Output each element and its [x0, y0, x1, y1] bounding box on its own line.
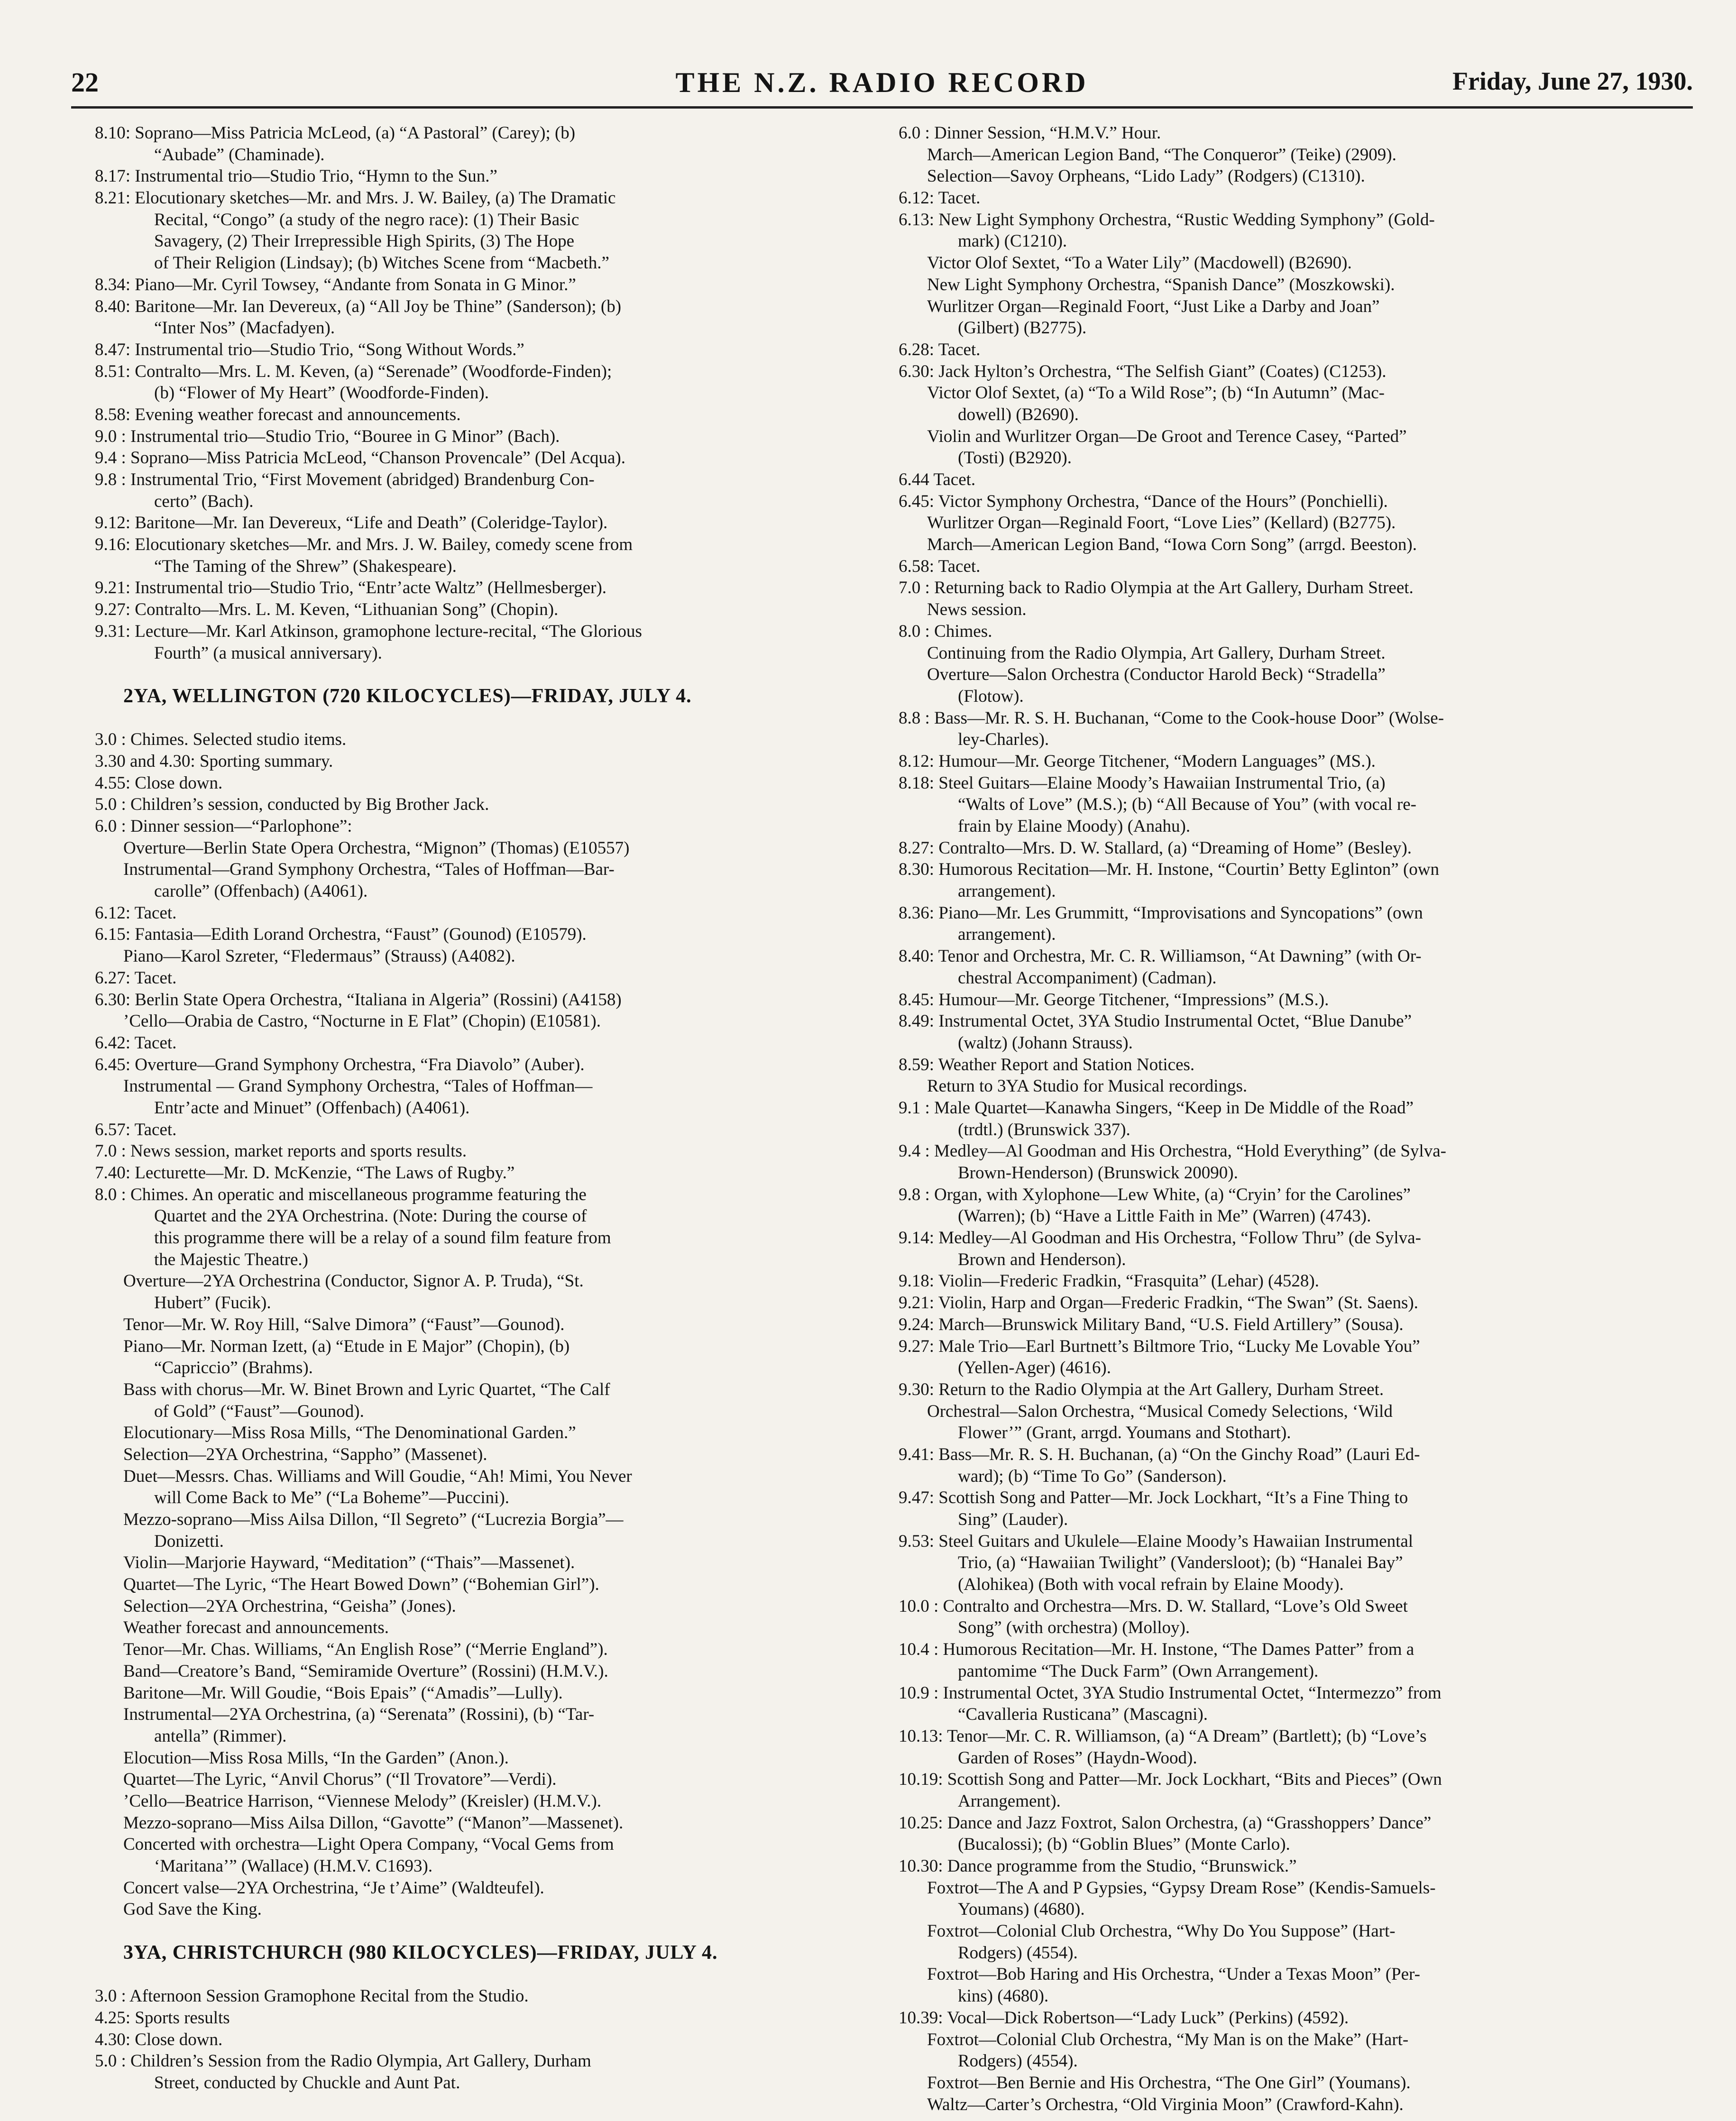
programme-line: 7.0 : News session, market reports and sports results. — [95, 1141, 467, 1161]
programme-line: 6.58: Tacet. — [899, 556, 981, 576]
header-rule — [71, 106, 1693, 109]
programme-line: New Light Symphony Orchestra, “Spanish Dance” (Moszkowski). — [927, 275, 1395, 294]
programme-line: pantomime “The Duck Farm” (Own Arrangement). — [958, 1661, 1319, 1681]
programme-line: 3.0 : Afternoon Session Gramophone Recital from the Studio. — [95, 1986, 529, 2006]
programme-line: Hubert” (Fucik). — [154, 1293, 271, 1313]
programme-line: antella” (Rimmer). — [154, 1726, 287, 1746]
programme-line: 8.0 : Chimes. An operatic and miscellaneous programme featuring the — [95, 1184, 587, 1204]
programme-line: Foxtrot—Bob Haring and His Orchestra, “Under a Texas Moon” (Per- — [927, 1965, 1420, 1984]
programme-line: 9.31: Lecture—Mr. Karl Atkinson, gramophone lecture-recital, “The Glorious — [95, 621, 642, 641]
programme-line: 9.21: Violin, Harp and Organ—Frederic Fradkin, “The Swan” (St. Saens). — [899, 1293, 1418, 1313]
programme-line: Donizetti. — [154, 1531, 224, 1551]
programme-line: Selection—2YA Orchestrina, “Sappho” (Massenet). — [123, 1444, 487, 1464]
programme-line: 7.0 : Returning back to Radio Olympia at the Art Gallery, Durham Street. — [899, 578, 1414, 598]
programme-line: Violin—Marjorie Hayward, “Meditation” (“Thais”—Massenet). — [123, 1553, 575, 1573]
programme-line: 9.21: Instrumental trio—Studio Trio, “Entr’acte Waltz” (Hellmesberger). — [95, 578, 607, 598]
station-heading: 3YA, CHRISTCHURCH (980 KILOCYCLES)—FRIDAY, JULY 4. — [123, 1942, 718, 1964]
programme-line: will Come Back to Me” (“La Boheme”—Puccini). — [154, 1488, 510, 1508]
programme-line: Street, conducted by Chuckle and Aunt Pat. — [154, 2073, 460, 2093]
programme-line: ’Cello—Orabia de Castro, “Nocturne in E Flat” (Chopin) (E10581). — [123, 1011, 601, 1031]
programme-line: Foxtrot—The A and P Gypsies, “Gypsy Dream Rose” (Kendis-Samuels- — [927, 1878, 1436, 1898]
programme-line: Song” (with orchestra) (Molloy). — [958, 1618, 1190, 1638]
programme-line: (Tosti) (B2920). — [958, 448, 1072, 468]
programme-line: 8.40: Baritone—Mr. Ian Devereux, (a) “All Joy be Thine” (Sanderson); (b) — [95, 296, 622, 316]
programme-line: Foxtrot—Colonial Club Orchestra, “Why Do You Suppose” (Hart- — [927, 1921, 1396, 1941]
programme-line: 9.47: Scottish Song and Patter—Mr. Jock Lockhart, “It’s a Fine Thing to — [899, 1488, 1408, 1508]
programme-line: of Their Religion (Lindsay); (b) Witches Scene from “Macbeth.” — [154, 253, 609, 273]
programme-line: Waltz—Carter’s Orchestra, “Old Virginia Moon” (Crawford-Kahn). — [927, 2094, 1404, 2114]
programme-line: Duet—Messrs. Chas. Williams and Will Goudie, “Ah! Mimi, You Never — [123, 1466, 632, 1486]
spacer — [95, 1920, 854, 1942]
programme-line: “Cavalleria Rusticana” (Mascagni). — [958, 1705, 1208, 1725]
programme-line: ward); (b) “Time To Go” (Sanderson). — [958, 1466, 1227, 1486]
programme-line: ‘Maritana’” (Wallace) (H.M.V. C1693). — [154, 1856, 433, 1876]
page-title: THE N.Z. RADIO RECORD — [675, 67, 1089, 98]
programme-line: Brown and Henderson). — [958, 1249, 1126, 1269]
programme-line: Mezzo-soprano—Miss Ailsa Dillon, “Il Segreto” (“Lucrezia Borgia”— — [123, 1510, 624, 1529]
programme-line: Piano—Karol Szreter, “Fledermaus” (Strauss) (A4082). — [123, 946, 515, 966]
programme-line: 9.27: Contralto—Mrs. L. M. Keven, “Lithuanian Song” (Chopin). — [95, 600, 559, 620]
programme-line: Entr’acte and Minuet” (Offenbach) (A4061). — [154, 1098, 470, 1118]
programme-line: (Gilbert) (B2775). — [958, 318, 1087, 338]
programme-line: 6.27: Tacet. — [95, 968, 177, 988]
programme-line: 4.25: Sports results — [95, 2008, 230, 2028]
programme-line: 9.41: Bass—Mr. R. S. H. Buchanan, (a) “On the Ginchy Road” (Lauri Ed- — [899, 1444, 1420, 1464]
issue-date: Friday, June 27, 1930. — [1452, 67, 1693, 95]
programme-line: Savagery, (2) Their Irrepressible High Spirits, (3) The Hope — [154, 231, 575, 251]
programme-line: Quartet—The Lyric, “Anvil Chorus” (“Il Trovatore”—Verdi). — [123, 1770, 557, 1790]
programme-line: 8.10: Soprano—Miss Patricia McLeod, (a) “A Pastoral” (Carey); (b) — [95, 123, 576, 143]
programme-line: (Flotow). — [958, 686, 1024, 706]
programme-line: 8.8 : Bass—Mr. R. S. H. Buchanan, “Come to the Cook-house Door” (Wolse- — [899, 708, 1444, 728]
spacer — [95, 707, 854, 729]
programme-line: Foxtrot—Colonial Club Orchestra, “My Man is on the Make” (Hart- — [927, 2029, 1409, 2049]
programme-line: 9.4 : Soprano—Miss Patricia McLeod, “Chanson Provencale” (Del Acqua). — [95, 448, 625, 468]
programme-line: 9.53: Steel Guitars and Ukulele—Elaine Moody’s Hawaiian Instrumental — [899, 1531, 1414, 1551]
programme-line: (trdtl.) (Brunswick 337). — [958, 1120, 1130, 1139]
programme-line: March—American Legion Band, “Iowa Corn Song” (arrgd. Beeston). — [927, 535, 1417, 555]
programme-line: Orchestral—Salon Orchestra, “Musical Comedy Selections, ‘Wild — [927, 1401, 1393, 1421]
programme-line: Youmans) (4680). — [958, 1900, 1085, 1919]
programme-line: Arrangement). — [958, 1791, 1061, 1811]
programme-line: Baritone—Mr. Will Goudie, “Bois Epais” (“Amadis”—Lully). — [123, 1683, 563, 1703]
programme-line: 10.39: Vocal—Dick Robertson—“Lady Luck” (Perkins) (4592). — [899, 2008, 1349, 2028]
programme-line: 6.30: Jack Hylton’s Orchestra, “The Selfish Giant” (Coates) (C1253). — [899, 361, 1387, 381]
programme-line: Tenor—Mr. W. Roy Hill, “Salve Dimora” (“Faust”—Gounod). — [123, 1314, 565, 1334]
programme-line: chestral Accompaniment) (Cadman). — [958, 968, 1217, 988]
programme-line: 8.12: Humour—Mr. George Titchener, “Modern Languages” (MS.). — [899, 751, 1376, 771]
programme-line: 8.58: Evening weather forecast and announcements. — [95, 404, 461, 424]
programme-line: 8.21: Elocutionary sketches—Mr. and Mrs. J. W. Bailey, (a) The Dramatic — [95, 188, 616, 208]
programme-line: Concerted with orchestra—Light Opera Company, “Vocal Gems from — [123, 1835, 614, 1855]
programme-line: arrangement). — [958, 925, 1056, 945]
programme-line: “Aubade” (Chaminade). — [154, 145, 325, 165]
programme-line: Overture—2YA Orchestrina (Conductor, Signor A. P. Truda), “St. — [123, 1271, 584, 1291]
programme-line: News session. — [927, 600, 1027, 620]
programme-line: Fourth” (a musical anniversary). — [154, 643, 382, 663]
programme-line: 9.8 : Instrumental Trio, “First Movement (abridged) Brandenburg Con- — [95, 470, 595, 489]
programme-line: 6.57: Tacet. — [95, 1120, 177, 1139]
programme-line: ’Cello—Beatrice Harrison, “Viennese Melody” (Kreisler) (H.M.V.). — [123, 1791, 602, 1811]
programme-line: 9.27: Male Trio—Earl Burtnett’s Biltmore Trio, “Lucky Me Lovable You” — [899, 1336, 1420, 1356]
programme-line: arrangement). — [958, 881, 1056, 901]
programme-line: 10.9 : Instrumental Octet, 3YA Studio Instrumental Octet, “Intermezzo” from — [899, 1683, 1442, 1703]
programme-line: Recital, “Congo” (a study of the negro race): (1) Their Basic — [154, 210, 579, 230]
programme-line: “The Taming of the Shrew” (Shakespeare). — [154, 556, 457, 576]
programme-line: 8.17: Instrumental trio—Studio Trio, “Hymn to the Sun.” — [95, 166, 497, 186]
programme-line: Rodgers) (4554). — [958, 2051, 1078, 2071]
programme-line: 6.45: Victor Symphony Orchestra, “Dance of the Hours” (Ponchielli). — [899, 491, 1388, 511]
programme-line: Selection—2YA Orchestrina, “Geisha” (Jones). — [123, 1596, 456, 1616]
programme-line: 9.12: Baritone—Mr. Ian Devereux, “Life and Death” (Coleridge-Taylor). — [95, 513, 608, 533]
programme-line: 6.28: Tacet. — [899, 340, 981, 359]
programme-line: certo” (Bach). — [154, 491, 254, 511]
programme-line: 6.15: Fantasia—Edith Lorand Orchestra, “Faust” (Gounod) (E10579). — [95, 925, 587, 945]
programme-line: (b) “Flower of My Heart” (Woodforde-Finden). — [154, 383, 489, 403]
page-header — [71, 66, 1693, 104]
programme-line: 8.34: Piano—Mr. Cyril Towsey, “Andante from Sonata in G Minor.” — [95, 275, 576, 294]
programme-line: 10.25: Dance and Jazz Foxtrot, Salon Orchestra, (a) “Grasshoppers’ Dance” — [899, 1813, 1432, 1833]
page-number: 22 — [71, 67, 99, 98]
programme-line: Violin and Wurlitzer Organ—De Groot and Terence Casey, “Parted” — [927, 426, 1407, 446]
programme-line: ley-Charles). — [958, 730, 1049, 750]
programme-line: March—American Legion Band, “The Conqueror” (Teike) (2909). — [927, 145, 1396, 165]
programme-line: 3.0 : Chimes. Selected studio items. — [95, 730, 347, 750]
programme-line: Quartet—The Lyric, “The Heart Bowed Down” (“Bohemian Girl”). — [123, 1575, 599, 1595]
programme-line: 6.12: Tacet. — [95, 903, 177, 923]
programme-line: 6.13: New Light Symphony Orchestra, “Rustic Wedding Symphony” (Gold- — [899, 210, 1435, 230]
programme-line: Tenor—Mr. Chas. Williams, “An English Rose” (“Merrie England”). — [123, 1640, 608, 1660]
programme-line: 8.27: Contralto—Mrs. D. W. Stallard, (a) “Dreaming of Home” (Besley). — [899, 838, 1412, 858]
programme-line: Sing” (Lauder). — [958, 1510, 1068, 1529]
programme-line: 9.8 : Organ, with Xylophone—Lew White, (a) “Cryin’ for the Carolines” — [899, 1184, 1411, 1204]
programme-line: 8.47: Instrumental trio—Studio Trio, “Song Without Words.” — [95, 340, 524, 359]
programme-line: kins) (4680). — [958, 1986, 1049, 2006]
programme-line: 9.18: Violin—Frederic Fradkin, “Frasquita” (Lehar) (4528). — [899, 1271, 1319, 1291]
programme-line: “Inter Nos” (Macfadyen). — [154, 318, 335, 338]
programme-line: 5.0 : Children’s Session from the Radio Olympia, Art Gallery, Durham — [95, 2051, 591, 2071]
programme-line: Victor Olof Sextet, (a) “To a Wild Rose”; (b) “In Autumn” (Mac- — [927, 383, 1385, 403]
programme-line: 8.36: Piano—Mr. Les Grummitt, “Improvisations and Syncopations” (own — [899, 903, 1423, 923]
programme-line: Instrumental—Grand Symphony Orchestra, “Tales of Hoffman—Bar- — [123, 860, 615, 880]
programme-line: Brown-Henderson) (Brunswick 20090). — [958, 1163, 1238, 1183]
programme-line: Piano—Mr. Norman Izett, (a) “Etude in E Major” (Chopin), (b) — [123, 1336, 570, 1356]
programme-line: Instrumental—2YA Orchestrina, (a) “Serenata” (Rossini), (b) “Tar- — [123, 1705, 595, 1725]
programme-line: Elocution—Miss Rosa Mills, “In the Garden” (Anon.). — [123, 1748, 509, 1768]
programme-line: Garden of Roses” (Haydn-Wood). — [958, 1748, 1197, 1768]
programme-line: Elocutionary—Miss Rosa Mills, “The Denominational Garden.” — [123, 1423, 576, 1443]
programme-line: 10.0 : Contralto and Orchestra—Mrs. D. W. Stallard, “Love’s Old Sweet — [899, 1596, 1408, 1616]
programme-line: 9.1 : Male Quartet—Kanawha Singers, “Keep in De Middle of the Road” — [899, 1098, 1414, 1118]
spacer — [95, 664, 854, 686]
programme-line: mark) (C1210). — [958, 231, 1067, 251]
left-column — [95, 122, 854, 2094]
programme-line: Flower’” (Grant, arrgd. Youmans and Stothart). — [958, 1423, 1291, 1443]
programme-line: the Majestic Theatre.) — [154, 1249, 308, 1269]
programme-line: 6.45: Overture—Grand Symphony Orchestra, “Fra Diavolo” (Auber). — [95, 1055, 585, 1074]
spacer — [95, 1964, 854, 1985]
programme-line: 6.0 : Dinner session—“Parlophone”: — [95, 817, 352, 836]
programme-line: Foxtrot—Ben Bernie and His Orchestra, “The One Girl” (Youmans). — [927, 2073, 1411, 2093]
programme-line: 6.30: Berlin State Opera Orchestra, “Italiana in Algeria” (Rossini) (A4158) — [95, 990, 622, 1010]
programme-line: Return to 3YA Studio for Musical recordings. — [927, 1076, 1248, 1096]
programme-line: 8.40: Tenor and Orchestra, Mr. C. R. Williamson, “At Dawning” (with Or- — [899, 946, 1422, 966]
programme-line: Mezzo-soprano—Miss Ailsa Dillon, “Gavotte” (“Manon”—Massenet). — [123, 1813, 624, 1833]
programme-line: 7.40: Lecturette—Mr. D. McKenzie, “The Laws of Rugby.” — [95, 1163, 515, 1183]
programme-line: 8.30: Humorous Recitation—Mr. H. Instone, “Courtin’ Betty Eglinton” (own — [899, 860, 1440, 880]
programme-line: 10.19: Scottish Song and Patter—Mr. Jock Lockhart, “Bits and Pieces” (Own — [899, 1770, 1442, 1790]
programme-line: 9.16: Elocutionary sketches—Mr. and Mrs. J. W. Bailey, comedy scene from — [95, 535, 633, 555]
programme-line: Bass with chorus—Mr. W. Binet Brown and Lyric Quartet, “The Calf — [123, 1379, 610, 1399]
programme-line: 8.59: Weather Report and Station Notices. — [899, 1055, 1195, 1074]
programme-line: (Yellen-Ager) (4616). — [958, 1358, 1111, 1378]
programme-line: God Save the King. — [123, 1900, 262, 1919]
programme-line: 8.49: Instrumental Octet, 3YA Studio Instrumental Octet, “Blue Danube” — [899, 1011, 1412, 1031]
programme-line: 9.14: Medley—Al Goodman and His Orchestra, “Follow Thru” (de Sylva- — [899, 1228, 1421, 1248]
programme-line: 3.30 and 4.30: Sporting summary. — [95, 751, 333, 771]
programme-line: 10.30: Dance programme from the Studio, “Brunswick.” — [899, 1856, 1297, 1876]
programme-line: frain by Elaine Moody) (Anahu). — [958, 817, 1191, 836]
programme-line: 10.13: Tenor—Mr. C. R. Williamson, (a) “A Dream” (Bartlett); (b) “Love’s — [899, 1726, 1427, 1746]
programme-line: 4.30: Close down. — [95, 2029, 223, 2049]
programme-line: 4.55: Close down. — [95, 773, 223, 793]
programme-line: (Alohikea) (Both with vocal refrain by Elaine Moody). — [958, 1575, 1344, 1595]
programme-line: 6.44 Tacet. — [899, 470, 976, 489]
programme-line: 8.0 : Chimes. — [899, 621, 992, 641]
programme-line: 8.18: Steel Guitars—Elaine Moody’s Hawaiian Instrumental Trio, (a) — [899, 773, 1386, 793]
right-column — [899, 122, 1695, 2115]
programme-line: Selection—Savoy Orpheans, “Lido Lady” (Rodgers) (C1310). — [927, 166, 1365, 186]
programme-line: 9.4 : Medley—Al Goodman and His Orchestra, “Hold Everything” (de Sylva- — [899, 1141, 1446, 1161]
programme-line: 9.30: Return to the Radio Olympia at the Art Gallery, Durham Street. — [899, 1379, 1384, 1399]
programme-line: “Walts of Love” (M.S.); (b) “All Because of You” (with vocal re- — [958, 795, 1416, 815]
programme-line: 8.45: Humour—Mr. George Titchener, “Impressions” (M.S.). — [899, 990, 1329, 1010]
programme-line: dowell) (B2690). — [958, 404, 1079, 424]
programme-line: Rodgers) (4554). — [958, 1943, 1078, 1963]
programme-line: “Capriccio” (Brahms). — [154, 1358, 313, 1378]
programme-line: Victor Olof Sextet, “To a Water Lily” (Macdowell) (B2690). — [927, 253, 1352, 273]
programme-line: Instrumental — Grand Symphony Orchestra, “Tales of Hoffman— — [123, 1076, 593, 1096]
station-heading: 2YA, WELLINGTON (720 KILOCYCLES)—FRIDAY, JULY 4. — [123, 685, 692, 707]
programme-line: Concert valse—2YA Orchestrina, “Je t’Aime” (Waldteufel). — [123, 1878, 544, 1898]
programme-line: 9.0 : Instrumental trio—Studio Trio, “Bouree in G Minor” (Bach). — [95, 426, 560, 446]
programme-line: Weather forecast and announcements. — [123, 1618, 389, 1638]
programme-line: Quartet and the 2YA Orchestrina. (Note: During the course of — [154, 1206, 587, 1226]
programme-line: 6.42: Tacet. — [95, 1033, 177, 1053]
programme-line: Trio, (a) “Hawaiian Twilight” (Vandersloot); (b) “Hanalei Bay” — [958, 1553, 1403, 1573]
programme-line: Overture—Salon Orchestra (Conductor Harold Beck) “Stradella” — [927, 665, 1386, 685]
programme-line: 9.24: March—Brunswick Military Band, “U.S. Field Artillery” (Sousa). — [899, 1314, 1404, 1334]
programme-line: this programme there will be a relay of a sound film feature from — [154, 1228, 611, 1248]
programme-line: 6.0 : Dinner Session, “H.M.V.” Hour. — [899, 123, 1161, 143]
programme-line: Overture—Berlin State Opera Orchestra, “Mignon” (Thomas) (E10557) — [123, 838, 630, 858]
programme-line: Continuing from the Radio Olympia, Art Gallery, Durham Street. — [927, 643, 1386, 663]
programme-line: carolle” (Offenbach) (A4061). — [154, 881, 368, 901]
programme-line: Wurlitzer Organ—Reginald Foort, “Love Lies” (Kellard) (B2775). — [927, 513, 1396, 533]
programme-line: Band—Creatore’s Band, “Semiramide Overture” (Rossini) (H.M.V.). — [123, 1661, 608, 1681]
programme-line: 6.12: Tacet. — [899, 188, 981, 208]
programme-line: Wurlitzer Organ—Reginald Foort, “Just Like a Darby and Joan” — [927, 296, 1380, 316]
programme-line: 10.4 : Humorous Recitation—Mr. H. Instone, “The Dames Patter” from a — [899, 1640, 1415, 1660]
programme-line: 8.51: Contralto—Mrs. L. M. Keven, (a) “Serenade” (Woodforde-Finden); — [95, 361, 612, 381]
programme-line: of Gold” (“Faust”—Gounod). — [154, 1401, 364, 1421]
programme-line: (waltz) (Johann Strauss). — [958, 1033, 1133, 1053]
programme-line: 5.0 : Children’s session, conducted by Big Brother Jack. — [95, 795, 489, 815]
programme-line: (Warren); (b) “Have a Little Faith in Me” (Warren) (4743). — [958, 1206, 1371, 1226]
programme-line: (Bucalossi); (b) “Goblin Blues” (Monte Carlo). — [958, 1835, 1290, 1855]
